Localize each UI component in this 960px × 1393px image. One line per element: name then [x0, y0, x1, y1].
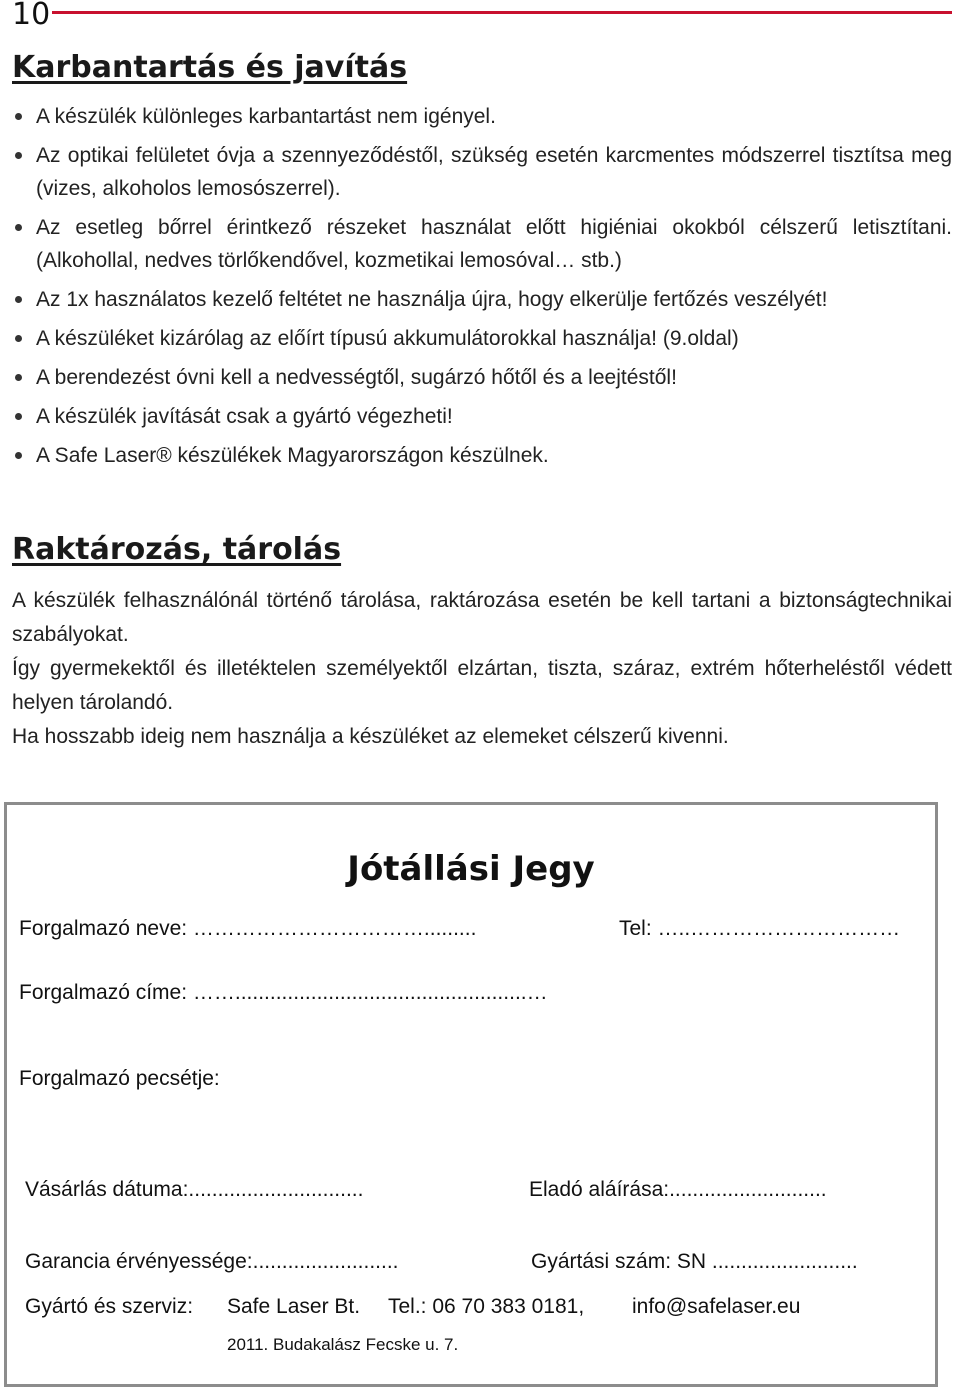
list-item: Az 1x használatos kezelő feltétet ne használja újra, hogy elkerülje fertőzés veszélyét!: [12, 283, 952, 316]
warranty-card: [4, 802, 938, 1387]
page-number: 10: [12, 0, 51, 32]
list-item: A készülék javítását csak a gyártó végezheti!: [12, 400, 952, 433]
seller-signature-field: Eladó aláírása:...........................: [529, 1178, 827, 1201]
storage-heading: Raktározás, tárolás: [12, 532, 342, 567]
phone-field: Tel: …..…………………………: [619, 917, 901, 940]
warranty-validity-field: Garancia érvényessége:.........................: [25, 1250, 399, 1273]
dealer-address-field: Forgalmazó címe: ……..................................................…: [19, 981, 548, 1004]
maintenance-heading: Karbantartás és javítás: [12, 50, 408, 85]
serial-number-field: Gyártási szám: SN .........................: [531, 1250, 858, 1273]
list-item: A Safe Laser® készülékek Magyarországon készülnek.: [12, 439, 952, 472]
list-item: A berendezést óvni kell a nedvességtől, sugárzó hőtől és a leejtéstől!: [12, 361, 952, 394]
manufacturer-name: Safe Laser Bt.: [227, 1295, 361, 1318]
storage-paragraph: Ha hosszabb ideig nem használja a készüléket az elemeket célszerű kivenni.: [12, 725, 729, 748]
storage-paragraph: A készülék felhasználónál történő tárolása, raktározása esetén be kell tartani a biztonságtechnikai szabályokat.: [12, 589, 952, 646]
warranty-title: Jótállási Jegy: [347, 849, 595, 889]
header-divider: [52, 11, 952, 14]
list-item: Az optikai felületet óvja a szennyeződéstől, szükség esetén karcmentes módszerrel tisztítsa meg (vizes, alkoholos lemosószerrel).: [12, 139, 952, 205]
storage-paragraph: Így gyermekektől és illetéktelen személyektől elzártan, tiszta, száraz, extrém hőterheléstől védett helyen tárolandó.: [12, 657, 952, 714]
manufacturer-address: 2011. Budakalász Fecske u. 7.: [227, 1335, 459, 1354]
purchase-date-field: Vásárlás dátuma:..............................: [25, 1178, 364, 1201]
list-item: A készülék különleges karbantartást nem igényel.: [12, 100, 952, 133]
list-item: Az esetleg bőrrel érintkező részeket használat előtt higiéniai okokból célszerű letisztítani. (Alkohollal, nedves törlőkendővel, kozmetikai lemosóval… stb.): [12, 211, 952, 277]
manufacturer-label: Gyártó és szerviz:: [25, 1295, 194, 1318]
maintenance-list: [12, 100, 952, 478]
list-item: A készüléket kizárólag az előírt típusú akkumulátorokkal használja! (9.oldal): [12, 322, 952, 355]
dealer-name-field: Forgalmazó neve: …………………………….........: [19, 917, 477, 940]
storage-text: [12, 584, 952, 754]
manufacturer-email: info@safelaser.eu: [632, 1295, 801, 1318]
dealer-stamp-field: Forgalmazó pecsétje:: [19, 1067, 220, 1090]
manufacturer-phone: Tel.: 06 70 383 0181,: [388, 1295, 585, 1318]
